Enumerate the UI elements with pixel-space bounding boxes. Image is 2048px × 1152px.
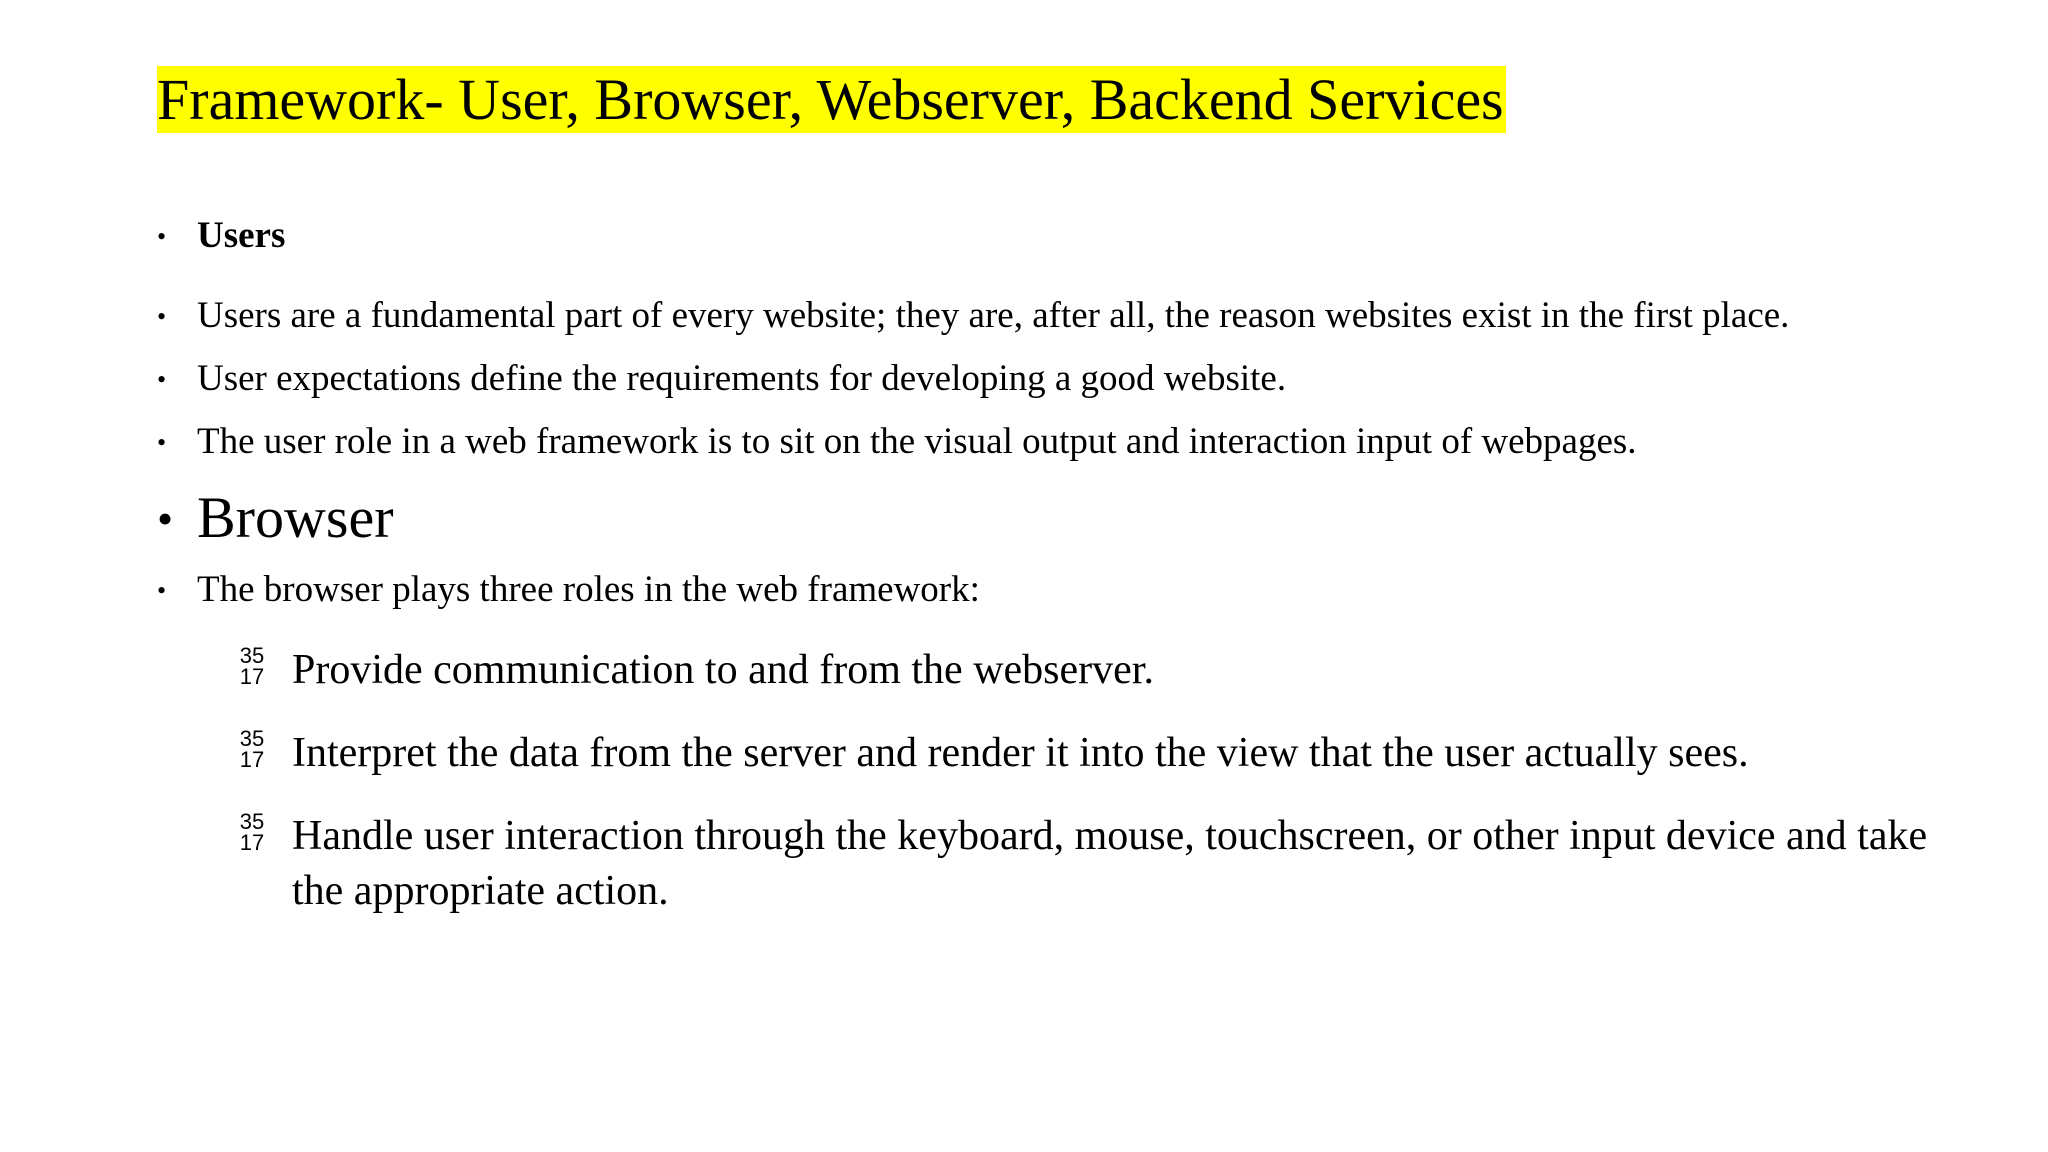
bullet-text: The user role in a web framework is to sit on the visual output and interaction input of webpages. bbox=[197, 421, 1637, 462]
slide-title: Framework- User, Browser, Webserver, Backend Services bbox=[157, 67, 1504, 132]
list-marker bbox=[236, 645, 268, 687]
sub-item-text: Handle user interaction through the keyboard, mouse, touchscreen, or other input device and take the appropriate action. bbox=[292, 813, 1928, 914]
marker-top: 35 bbox=[239, 809, 265, 834]
marker-bottom: 17 bbox=[239, 830, 265, 855]
bullet-dot-icon: • bbox=[157, 222, 167, 251]
bullet-text: User expectations define the requirements for developing a good website. bbox=[197, 358, 1287, 399]
users-heading: Users bbox=[197, 215, 286, 256]
marker-bottom: 17 bbox=[239, 747, 265, 772]
sub-item-text: Interpret the data from the server and render it into the view that the user actually sees. bbox=[292, 730, 1749, 776]
marker-top: 35 bbox=[239, 643, 265, 668]
bullet-dot-icon: • bbox=[157, 576, 167, 605]
marker-top: 35 bbox=[239, 726, 265, 751]
browser-intro: The browser plays three roles in the web framework: bbox=[197, 569, 980, 610]
list-marker bbox=[236, 728, 268, 770]
browser-heading: Browser bbox=[197, 485, 394, 550]
marker-bottom: 17 bbox=[239, 664, 265, 689]
bullet-dot-icon: • bbox=[157, 302, 167, 331]
bullet-text: Users are a fundamental part of every website; they are, after all, the reason websites exist in the first place. bbox=[197, 295, 1790, 336]
bullet-dot-icon: • bbox=[157, 365, 167, 394]
bullet-dot-icon: • bbox=[157, 428, 167, 457]
list-marker bbox=[236, 811, 268, 853]
bullet-dot-icon: • bbox=[157, 493, 174, 544]
sub-item-text: Provide communication to and from the webserver. bbox=[292, 647, 1154, 693]
